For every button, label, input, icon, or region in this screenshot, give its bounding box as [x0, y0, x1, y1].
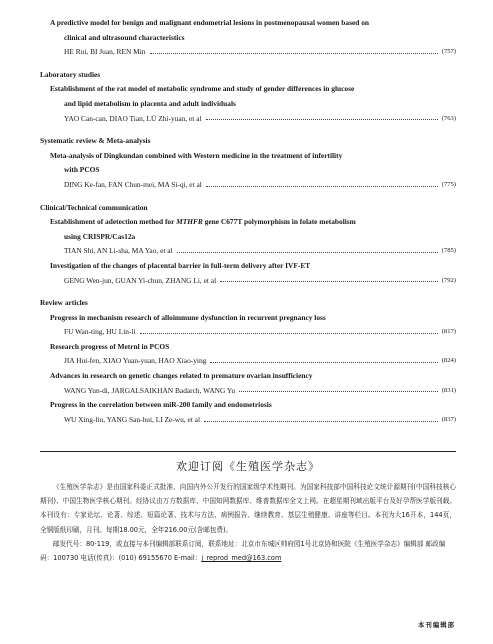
- notice-signature: 本刊编辑部: [418, 621, 455, 629]
- article-authors: YAO Can-can, DIAO Tian, LÜ Zhi-yuan, et al: [64, 113, 202, 123]
- page-number: (824): [441, 357, 456, 365]
- table-of-contents: [40, 16, 456, 431]
- section-heading: Laboratory studies: [40, 69, 101, 79]
- article-title-line: with PCOS: [64, 165, 100, 175]
- toc-entry[interactable]: [40, 398, 456, 427]
- leader-dots: [150, 53, 438, 54]
- section-gap: [40, 193, 456, 197]
- leader-dots: [210, 362, 437, 363]
- section-heading: Clinical/Technical communication: [40, 202, 148, 212]
- page-number: (757): [441, 48, 456, 56]
- subscription-notice: [40, 458, 456, 565]
- article-authors: DING Ke-fan, FAN Chun-mei, MA Si-qi, et al: [64, 179, 202, 189]
- page-number: (817): [441, 328, 456, 336]
- author-line: [40, 244, 456, 259]
- page-number: (837): [441, 415, 456, 423]
- notice-contact: [40, 537, 456, 565]
- article-authors: WU Xing-liu, YANG San-hui, LI Ze-wu, et al: [64, 414, 201, 424]
- author-line: [40, 45, 456, 60]
- article-title-line: Advances in research on genetic changes related to premature ovarian insufficiency: [50, 371, 313, 381]
- author-line: [40, 325, 456, 340]
- toc-entry[interactable]: [40, 215, 456, 259]
- article-title-line: Establishment of the rat model of metabolic syndrome and study of gender differences in glucose: [50, 84, 355, 94]
- notice-email-link[interactable]: j_reprod_med@163.com: [201, 554, 282, 563]
- toc-entry[interactable]: [40, 259, 456, 288]
- article-title-line: Progress in mechanism research of alloimmune dysfunction in recurrent pregnancy loss: [50, 312, 326, 322]
- author-line: [40, 354, 456, 369]
- leader-dots: [140, 333, 438, 334]
- author-line: [40, 178, 456, 193]
- section-gap: [40, 427, 456, 431]
- notice-contact-text: 邮发代号：80-119，或直接与本刊编辑部联系订阅，联系地址：北京市东城区帅府园1号北京协和医院《生殖医学杂志》编辑部 邮政编码：100730 电话(传真)：(010) 69155670 E-mail：: [40, 539, 446, 563]
- leader-dots: [206, 119, 438, 120]
- leader-dots: [239, 391, 438, 392]
- toc-entry[interactable]: [40, 149, 456, 193]
- article-title-line: Investigation of the changes of placental barrier in full-term delivery after IVF-ET: [50, 260, 311, 270]
- article-title-line: using CRISPR/Cas12a: [64, 231, 136, 241]
- gene-name: MTHFR: [176, 217, 203, 227]
- page-number: (792): [441, 276, 456, 284]
- toc-entry[interactable]: [40, 369, 456, 398]
- divider: [40, 451, 456, 452]
- toc-entry[interactable]: [40, 311, 456, 340]
- article-title-line: A predictive model for benign and malignant endometrial lesions in postmenopausal women based on: [50, 18, 369, 27]
- article-title-line: and lipid metabolism in placenta and adult individuals: [64, 98, 236, 108]
- section-heading: Systematic review & Meta-analysis: [40, 136, 151, 146]
- page-number: (763): [441, 114, 456, 122]
- author-line: [40, 413, 456, 428]
- article-authors: HE Rui, BI Juan, REN Min: [64, 47, 146, 57]
- leader-dots: [220, 281, 438, 282]
- article-authors: WANG Yun-di, JARGALSAIKHAN Badarch, WANG Yu: [64, 385, 236, 395]
- author-line: [40, 274, 456, 289]
- leader-dots: [204, 421, 438, 422]
- page-number: (831): [441, 386, 456, 394]
- article-title-line: Meta-analysis of Dingkundan combined with Western medicine in the treatment of infertility: [50, 150, 343, 160]
- article-authors: FU Wan-ting, HU Lin-li: [64, 327, 136, 337]
- author-line: [40, 384, 456, 399]
- section-gap: [40, 126, 456, 130]
- article-authors: JIA Hui-fen, XIAO Yuan-yuan, HAO Xiao-ying: [64, 356, 207, 366]
- article-authors: GENG Wen-jun, GUAN Yi-chun, ZHANG Li, et al: [64, 275, 217, 285]
- article-title-line: clinical and ultrasound characteristics: [64, 32, 185, 42]
- article-title-line: Establishment of adetection method for MTHFR gene C677T polymorphism in folate metabolism: [50, 217, 356, 227]
- toc-entry[interactable]: [40, 82, 456, 126]
- article-title-line: Research progress of Metrnl in PCOS: [50, 341, 170, 351]
- section-gap: [40, 288, 456, 292]
- section-heading: Review articles: [40, 298, 88, 308]
- toc-entry[interactable]: [40, 340, 456, 369]
- leader-dots: [206, 186, 438, 187]
- section-gap: [40, 60, 456, 64]
- notice-title: 欢迎订阅《生殖医学杂志》: [176, 460, 320, 473]
- article-title-line: Progress in the correlation between miR-200 family and endometriosis: [50, 400, 272, 410]
- page-number: (785): [441, 247, 456, 255]
- toc-entry[interactable]: [40, 16, 456, 60]
- article-authors: TIAN Shi, AN Li-sha, MA Yao, et al: [64, 246, 173, 256]
- leader-dots: [177, 252, 438, 253]
- page-number: (775): [441, 180, 456, 188]
- author-line: [40, 112, 456, 127]
- notice-body: 《生殖医学杂志》是由国家科委正式批准、向国内外公开发行的国家级学术性期刊。为国家科技部中国科技论文统计源期刊(中国科技核心期刊)、中国生物医学核心期刊。经协议由万方数据库、中国知网数据库、维普数据库全文上网。在超星期刊域出版平台及好孕帮医学版刊载。本刊设有：专家论坛、论著、综述、短篇论著、技术与方法、病例报告、继续教育、基层生殖健康、讲座等栏目。本刊为大16开本，144页，全铜版纸印刷，月刊。每期18.00元，全年216.00元(含邮包费)。: [40, 483, 456, 534]
